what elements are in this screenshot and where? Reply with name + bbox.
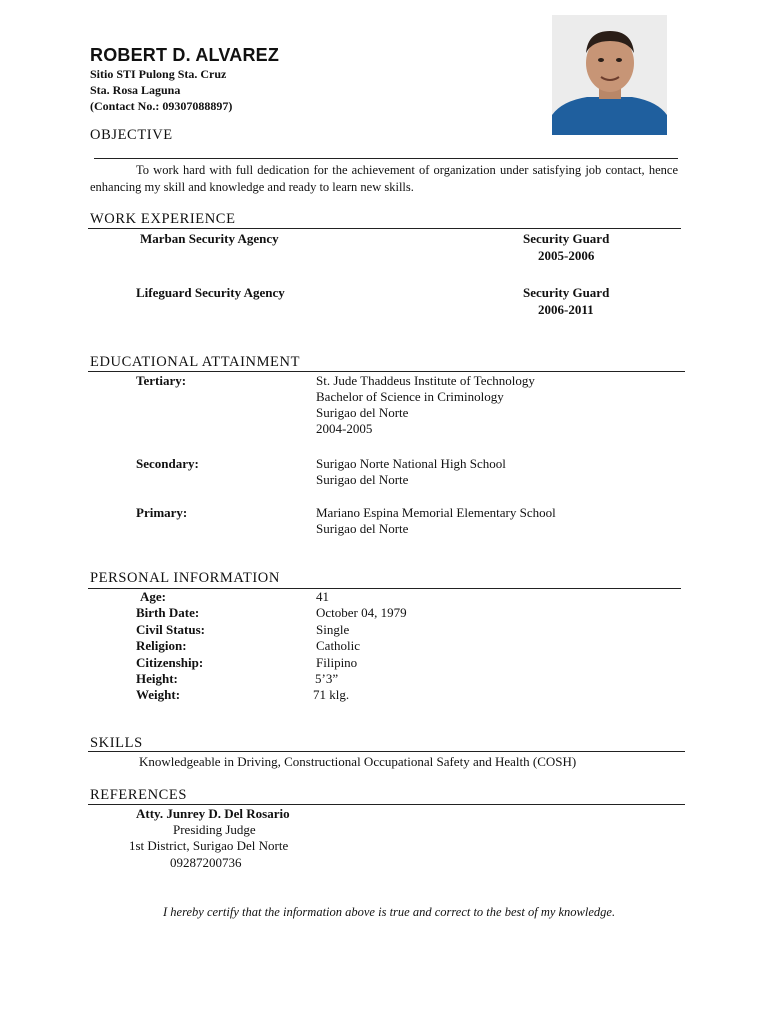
tertiary-degree: Bachelor of Science in Criminology (316, 389, 504, 404)
primary-school: Mariano Espina Memorial Elementary School (316, 505, 556, 520)
height-label: Height: (136, 671, 178, 686)
tertiary-label: Tertiary: (136, 373, 187, 388)
tertiary-years: 2004-2005 (316, 421, 373, 436)
birth-date-label: Birth Date: (136, 605, 200, 620)
reference-name: Atty. Junrey D. Del Rosario (136, 806, 290, 821)
objective-heading: OBJECTIVE (90, 127, 173, 143)
work-years: 2005-2006 (538, 248, 595, 263)
religion-value: Catholic (316, 638, 361, 653)
objective-text-body: To work hard with full dedication for the achievement of organization under satisfying job contact, hence enhancing my skill and knowledge and ready to learn new skills. (90, 163, 678, 194)
reference-phone: 09287200736 (170, 855, 242, 870)
address-line-1: Sitio STI Pulong Sta. Cruz (90, 67, 227, 81)
primary-location: Surigao del Norte (316, 521, 409, 536)
work-position: Security Guard (523, 285, 610, 300)
references-divider (88, 804, 685, 805)
weight-value: 71 klg. (313, 687, 350, 702)
education-divider (88, 371, 685, 372)
portrait-image (552, 15, 667, 135)
certification-statement: I hereby certify that the information above is true and correct to the best of my knowledge. (163, 905, 616, 919)
secondary-location: Surigao del Norte (316, 472, 409, 487)
work-experience-heading: WORK EXPERIENCE (90, 211, 236, 227)
birth-date-value: October 04, 1979 (316, 605, 407, 620)
objective-text (90, 162, 678, 196)
references-heading: REFERENCES (90, 787, 188, 803)
tertiary-location: Surigao del Norte (316, 405, 409, 420)
weight-label: Weight: (136, 687, 181, 702)
civil-status-value: Single (316, 622, 350, 637)
work-experience-divider (88, 228, 681, 229)
applicant-photo (552, 15, 667, 135)
secondary-label: Secondary: (136, 456, 199, 471)
reference-title: Presiding Judge (173, 822, 256, 837)
work-position: Security Guard (523, 231, 610, 246)
work-years: 2006-2011 (538, 302, 594, 317)
secondary-school: Surigao Norte National High School (316, 456, 506, 471)
work-agency: Marban Security Agency (140, 231, 279, 246)
skills-heading: SKILLS (90, 735, 143, 751)
civil-status-label: Civil Status: (136, 622, 205, 637)
height-value: 5’3” (315, 671, 339, 686)
objective-divider (94, 158, 678, 159)
primary-label: Primary: (136, 505, 188, 520)
reference-location: 1st District, Surigao Del Norte (129, 838, 289, 853)
religion-label: Religion: (136, 638, 187, 653)
skills-text: Knowledgeable in Driving, Constructional Occupational Safety and Health (COSH) (139, 754, 577, 769)
address-line-2: Sta. Rosa Laguna (90, 83, 181, 97)
citizenship-value: Filipino (316, 655, 358, 670)
personal-info-divider (88, 588, 681, 589)
applicant-name: ROBERT D. ALVAREZ (90, 45, 280, 65)
education-heading: EDUCATIONAL ATTAINMENT (90, 354, 301, 370)
tertiary-school: St. Jude Thaddeus Institute of Technology (316, 373, 535, 388)
contact-number: (Contact No.: 09307088897) (90, 99, 233, 113)
age-value: 41 (316, 589, 329, 604)
skills-divider (88, 751, 685, 752)
personal-info-heading: PERSONAL INFORMATION (90, 570, 280, 586)
citizenship-label: Citizenship: (136, 655, 204, 670)
age-label: Age: (140, 589, 166, 604)
work-agency: Lifeguard Security Agency (136, 285, 285, 300)
